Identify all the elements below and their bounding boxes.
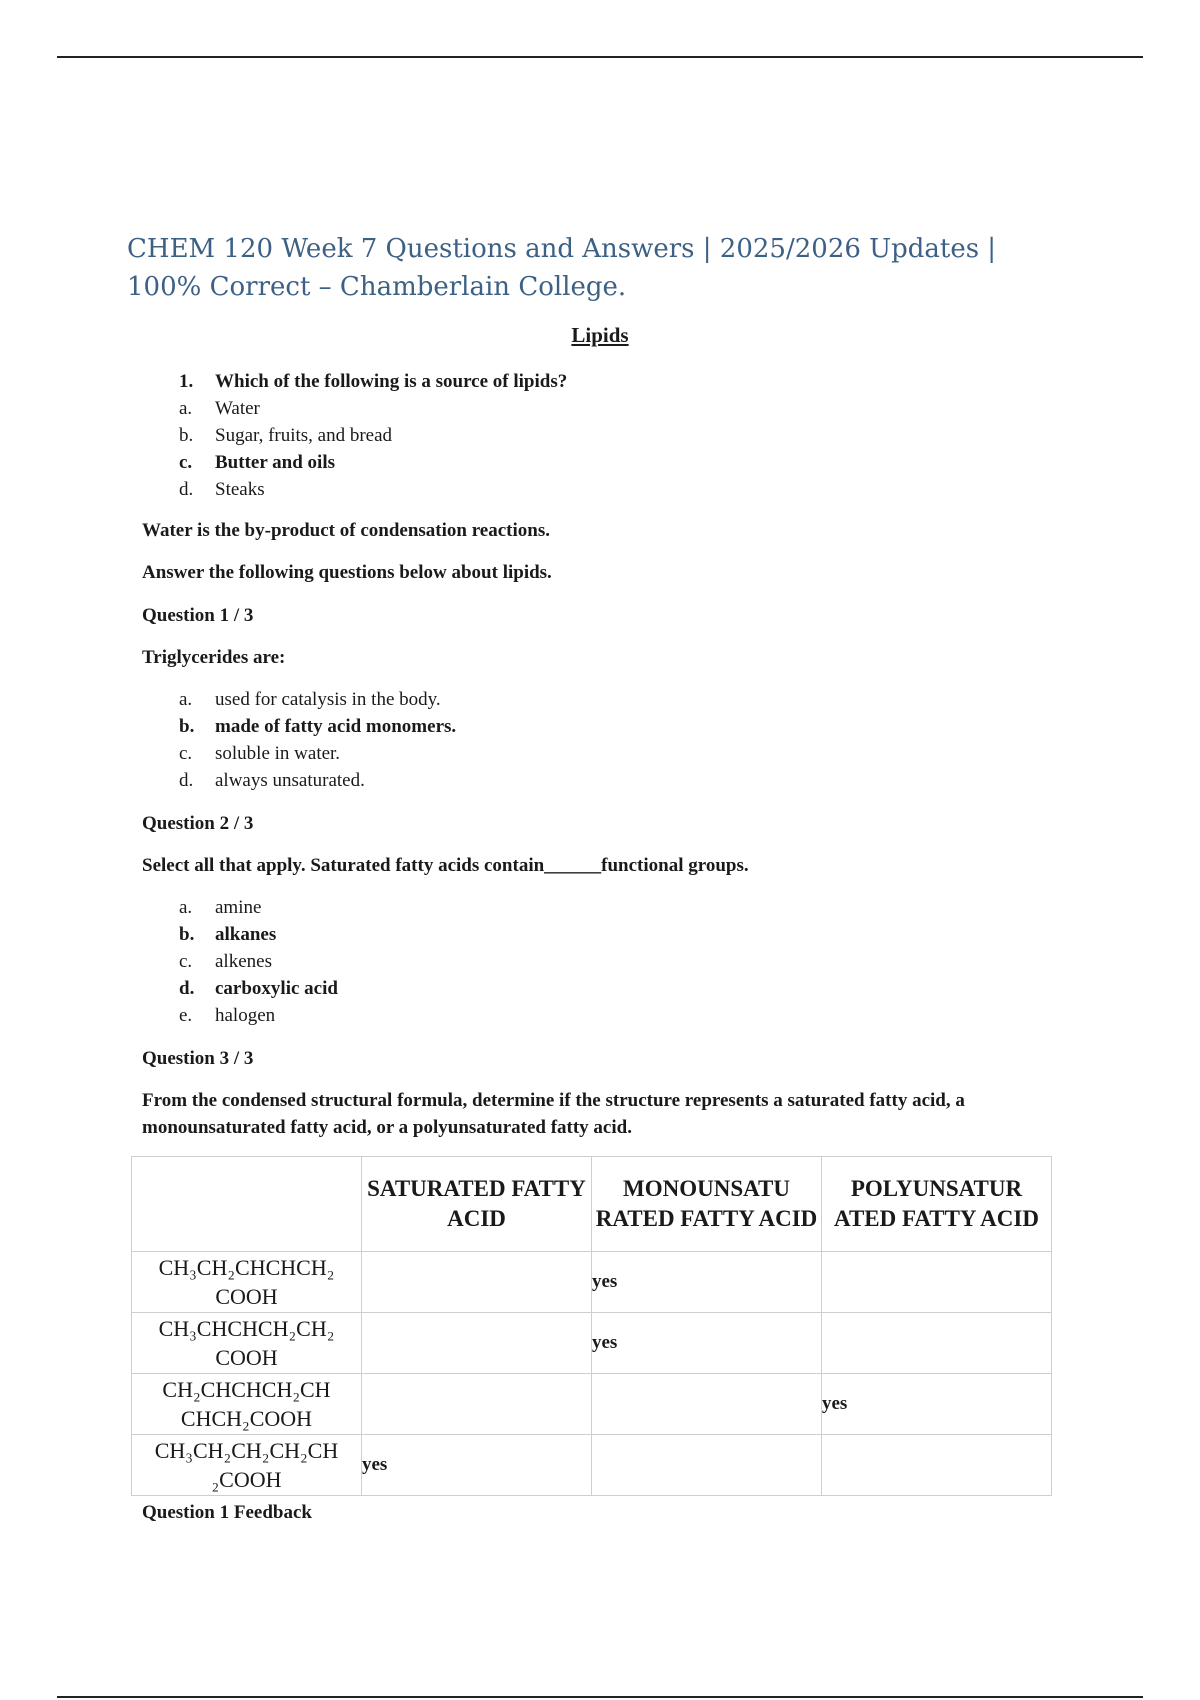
formula-cell: CH₃CHCHCH₂CH₂ COOH bbox=[132, 1313, 362, 1374]
option-item bbox=[142, 422, 1042, 449]
section-heading: Lipids bbox=[571, 323, 629, 347]
document-title: CHEM 120 Week 7 Questions and Answers | 2025/2026 Updates | 100% Correct – Chamberlain College. bbox=[127, 234, 997, 302]
option-item bbox=[142, 449, 1042, 476]
option-text: Butter and oils bbox=[215, 452, 336, 473]
table-header-saturated: SATURATED FATTY ACID bbox=[362, 1157, 592, 1252]
answer-cell bbox=[822, 1252, 1052, 1313]
answer-cell bbox=[822, 1313, 1052, 1374]
table-row bbox=[132, 1313, 1052, 1374]
answer-cell bbox=[592, 1374, 822, 1435]
question-1-label: Question 1 / 3 bbox=[142, 605, 254, 626]
formula-cell: CH₃CH₂CHCHCH₂ COOH bbox=[132, 1252, 362, 1313]
option-text: halogen bbox=[215, 1005, 276, 1026]
option-item bbox=[142, 975, 1042, 1002]
table-header-monounsaturated: MONOUNSATU RATED FATTY ACID bbox=[592, 1157, 822, 1252]
option-text: carboxylic acid bbox=[215, 978, 338, 999]
option-letter: c. bbox=[179, 452, 193, 473]
option-item bbox=[142, 713, 1042, 740]
answer-cell: yes bbox=[592, 1252, 822, 1313]
statement-intro: Answer the following questions below about lipids. bbox=[142, 562, 552, 583]
option-letter: a. bbox=[179, 897, 193, 918]
option-letter: a. bbox=[179, 689, 193, 710]
question-number: 1. bbox=[179, 371, 194, 392]
answer-cell bbox=[362, 1374, 592, 1435]
option-list bbox=[142, 395, 1042, 503]
option-text: Steaks bbox=[215, 479, 265, 500]
formula-cell: CH₂CHCHCH₂CH CHCH₂COOH bbox=[132, 1374, 362, 1435]
option-text: amine bbox=[215, 897, 262, 918]
option-letter: d. bbox=[179, 978, 195, 999]
formula-cell: CH₃CH₂CH₂CH₂CH ₂COOH bbox=[132, 1435, 362, 1496]
option-item bbox=[142, 948, 1042, 975]
table-header-cell bbox=[132, 1157, 362, 1252]
feedback-label: Question 1 Feedback bbox=[142, 1502, 312, 1523]
answer-cell: yes bbox=[822, 1374, 1052, 1435]
question-2-prompt: Select all that apply. Saturated fatty acids contain______functional groups. bbox=[142, 855, 749, 876]
option-letter: e. bbox=[179, 1005, 193, 1026]
option-text: made of fatty acid monomers. bbox=[215, 716, 457, 737]
option-text: alkanes bbox=[215, 924, 277, 945]
answer-cell bbox=[362, 1313, 592, 1374]
option-letter: b. bbox=[179, 716, 195, 737]
question-source-of-lipids bbox=[142, 368, 1042, 503]
option-text: always unsaturated. bbox=[215, 770, 365, 791]
table-row bbox=[132, 1374, 1052, 1435]
table-header-row bbox=[132, 1157, 1052, 1252]
option-item bbox=[142, 740, 1042, 767]
top-rule bbox=[57, 56, 1143, 58]
option-letter: a. bbox=[179, 398, 193, 419]
option-text: Sugar, fruits, and bread bbox=[215, 425, 393, 446]
answer-cell bbox=[362, 1252, 592, 1313]
question-2-options bbox=[142, 894, 1042, 1029]
question-1-options bbox=[142, 686, 1042, 794]
question-1-prompt: Triglycerides are: bbox=[142, 647, 286, 668]
option-item bbox=[142, 395, 1042, 422]
statement-water: Water is the by-product of condensation reactions. bbox=[142, 520, 550, 541]
option-item bbox=[142, 894, 1042, 921]
option-item bbox=[142, 476, 1042, 503]
bottom-rule bbox=[57, 1696, 1143, 1698]
question-text bbox=[142, 368, 1042, 395]
option-letter: b. bbox=[179, 924, 195, 945]
option-letter: d. bbox=[179, 479, 194, 500]
question-3-label: Question 3 / 3 bbox=[142, 1048, 254, 1069]
option-item bbox=[142, 767, 1042, 794]
question-3-prompt: From the condensed structural formula, determine if the structure represents a saturated fatty acid, a monounsaturated fatty acid, or a polyunsaturated fatty acid. bbox=[142, 1090, 965, 1138]
table-body bbox=[132, 1252, 1052, 1496]
option-item bbox=[142, 921, 1042, 948]
answer-cell: yes bbox=[592, 1313, 822, 1374]
question-2-label: Question 2 / 3 bbox=[142, 813, 254, 834]
answer-cell bbox=[592, 1435, 822, 1496]
answer-cell: yes bbox=[362, 1435, 592, 1496]
option-letter: d. bbox=[179, 770, 194, 791]
table-header-polyunsaturated: POLYUNSATUR ATED FATTY ACID bbox=[822, 1157, 1052, 1252]
option-letter: b. bbox=[179, 425, 194, 446]
fatty-acid-table bbox=[131, 1156, 1052, 1496]
question-prompt: Which of the following is a source of lipids? bbox=[215, 371, 568, 392]
option-text: Water bbox=[215, 398, 260, 419]
option-item bbox=[142, 1002, 1042, 1029]
table-row bbox=[132, 1435, 1052, 1496]
option-text: soluble in water. bbox=[215, 743, 341, 764]
table-row bbox=[132, 1252, 1052, 1313]
option-text: alkenes bbox=[215, 951, 272, 972]
option-item bbox=[142, 686, 1042, 713]
option-list bbox=[142, 894, 1042, 1029]
option-letter: c. bbox=[179, 743, 193, 764]
empty-cell bbox=[822, 1435, 1052, 1496]
option-letter: c. bbox=[179, 951, 193, 972]
option-list bbox=[142, 686, 1042, 794]
option-text: used for catalysis in the body. bbox=[215, 689, 441, 710]
